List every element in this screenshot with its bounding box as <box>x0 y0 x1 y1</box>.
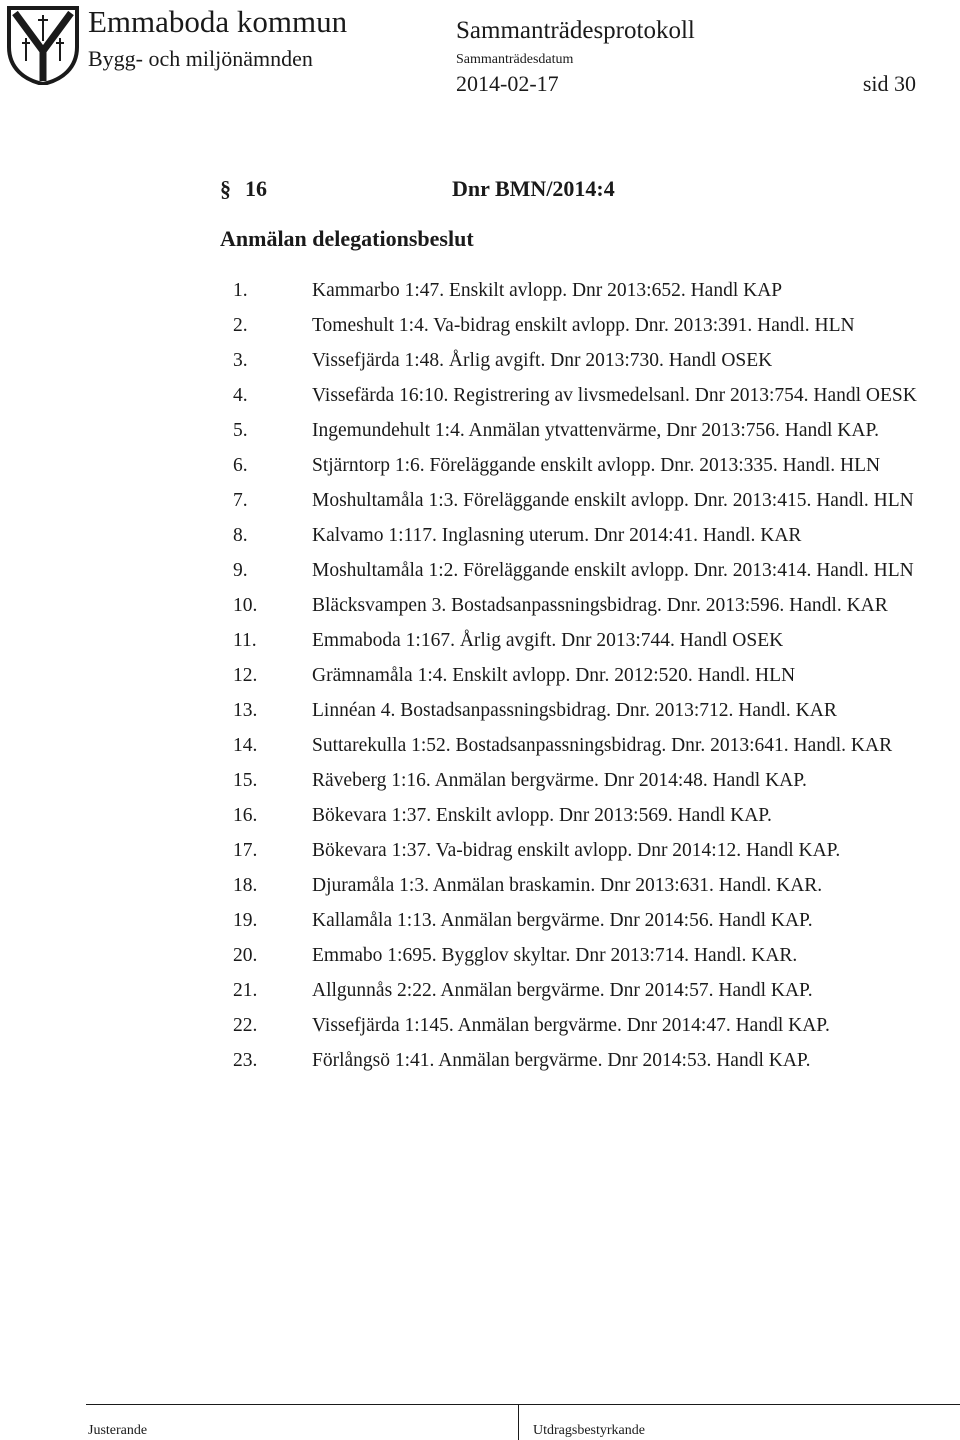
paragraph-number <box>220 178 267 200</box>
item-text: Linnéan 4. Bostadsanpassningsbidrag. Dnr. 2013:712. Handl. KAR <box>312 700 837 721</box>
item-text: Suttarekulla 1:52. Bostadsanpassningsbidrag. Dnr. 2013:641. Handl. KAR <box>312 735 893 756</box>
item-text: Ingemundehult 1:4. Anmälan ytvattenvärme, Dnr 2013:756. Handl KAP. <box>312 420 880 441</box>
list-item <box>233 381 955 411</box>
paragraph-number-value: 16 <box>245 176 267 201</box>
list-item <box>233 591 955 621</box>
item-number: 4. <box>233 385 248 406</box>
list-item <box>233 871 955 901</box>
item-number: 5. <box>233 420 248 441</box>
item-number: 3. <box>233 350 248 371</box>
list-item <box>233 556 955 586</box>
item-text: Kammarbo 1:47. Enskilt avlopp. Dnr 2013:652. Handl KAP <box>312 280 783 301</box>
meeting-date: 2014-02-17 <box>456 71 559 96</box>
item-text: Moshultamåla 1:2. Föreläggande enskilt avlopp. Dnr. 2013:414. Handl. HLN <box>312 560 914 581</box>
list-item <box>233 766 955 796</box>
item-number: 15. <box>233 770 258 791</box>
list-item <box>233 626 955 656</box>
item-text: Kallamåla 1:13. Anmälan bergvärme. Dnr 2014:56. Handl KAP. <box>312 910 813 931</box>
item-text: Räveberg 1:16. Anmälan bergvärme. Dnr 2014:48. Handl KAP. <box>312 770 807 791</box>
item-text: Bökevara 1:37. Enskilt avlopp. Dnr 2013:569. Handl KAP. <box>312 805 772 826</box>
list-item <box>233 311 955 341</box>
list-item <box>233 276 955 306</box>
item-text: Kalvamo 1:117. Inglasning uterum. Dnr 2014:41. Handl. KAR <box>312 525 802 546</box>
item-text: Tomeshult 1:4. Va-bidrag enskilt avlopp. Dnr. 2013:391. Handl. HLN <box>312 315 855 336</box>
list-item <box>233 521 955 551</box>
item-number: 19. <box>233 910 258 931</box>
list-item <box>233 801 955 831</box>
list-item <box>233 486 955 516</box>
item-text: Bläcksvampen 3. Bostadsanpassningsbidrag. Dnr. 2013:596. Handl. KAR <box>312 595 888 616</box>
list-item <box>233 416 955 446</box>
item-number: 14. <box>233 735 258 756</box>
item-number: 23. <box>233 1050 258 1071</box>
list-item <box>233 661 955 691</box>
item-number: 6. <box>233 455 248 476</box>
municipality-coat-of-arms-icon <box>6 5 80 85</box>
meeting-date-label: Sammanträdesdatum <box>456 52 574 67</box>
item-number: 16. <box>233 805 258 826</box>
decision-list <box>233 276 955 1081</box>
item-text: Djuramåla 1:3. Anmälan braskamin. Dnr 2013:631. Handl. KAR. <box>312 875 823 896</box>
organization-unit: Bygg- och miljönämnden <box>88 46 313 71</box>
item-text: Vissefjärda 1:48. Årlig avgift. Dnr 2013:730. Handl OSEK <box>312 350 773 371</box>
footer-divider <box>86 1404 960 1405</box>
item-number: 7. <box>233 490 248 511</box>
item-text: Allgunnås 2:22. Anmälan bergvärme. Dnr 2014:57. Handl KAP. <box>312 980 813 1001</box>
item-number: 11. <box>233 630 257 651</box>
page-number: sid 30 <box>862 71 916 96</box>
item-text: Stjärntorp 1:6. Föreläggande enskilt avlopp. Dnr. 2013:335. Handl. HLN <box>312 455 881 476</box>
item-number: 20. <box>233 945 258 966</box>
signature-divider <box>518 1404 519 1440</box>
list-item <box>233 451 955 481</box>
item-text: Emmabo 1:695. Bygglov skyltar. Dnr 2013:714. Handl. KAR. <box>312 945 798 966</box>
item-text: Emmaboda 1:167. Årlig avgift. Dnr 2013:744. Handl OSEK <box>312 630 784 651</box>
list-item <box>233 1011 955 1041</box>
list-item <box>233 696 955 726</box>
organization-name: Emmaboda kommun <box>88 4 348 39</box>
item-number: 18. <box>233 875 258 896</box>
item-number: 17. <box>233 840 258 861</box>
item-number: 10. <box>233 595 258 616</box>
diary-number: Dnr BMN/2014:4 <box>452 176 615 201</box>
item-text: Moshultamåla 1:3. Föreläggande enskilt avlopp. Dnr. 2013:415. Handl. HLN <box>312 490 914 511</box>
list-item <box>233 731 955 761</box>
list-item <box>233 346 955 376</box>
section-heading: Anmälan delegationsbeslut <box>220 226 474 251</box>
item-number: 22. <box>233 1015 258 1036</box>
item-text: Bökevara 1:37. Va-bidrag enskilt avlopp. Dnr 2014:12. Handl KAP. <box>312 840 841 861</box>
item-text: Grämnamåla 1:4. Enskilt avlopp. Dnr. 2012:520. Handl. HLN <box>312 665 796 686</box>
document-title: Sammanträdesprotokoll <box>456 17 695 44</box>
item-text: Vissefjärda 1:145. Anmälan bergvärme. Dnr 2014:47. Handl KAP. <box>312 1015 830 1036</box>
list-item <box>233 1046 955 1076</box>
item-number: 12. <box>233 665 258 686</box>
item-text: Vissefärda 16:10. Registrering av livsmedelsanl. Dnr 2013:754. Handl OESK <box>312 385 917 406</box>
item-number: 1. <box>233 280 248 301</box>
list-item <box>233 941 955 971</box>
item-number: 21. <box>233 980 258 1001</box>
item-text: Förlångsö 1:41. Anmälan bergvärme. Dnr 2014:53. Handl KAP. <box>312 1050 811 1071</box>
footer-label-utdragsbestyrkande: Utdragsbestyrkande <box>533 1423 645 1438</box>
item-number: 2. <box>233 315 248 336</box>
list-item <box>233 836 955 866</box>
item-number: 9. <box>233 560 248 581</box>
paragraph-sign: § <box>220 176 231 201</box>
item-number: 13. <box>233 700 258 721</box>
list-item <box>233 906 955 936</box>
footer-label-justerande: Justerande <box>88 1423 148 1438</box>
item-number: 8. <box>233 525 248 546</box>
list-item <box>233 976 955 1006</box>
